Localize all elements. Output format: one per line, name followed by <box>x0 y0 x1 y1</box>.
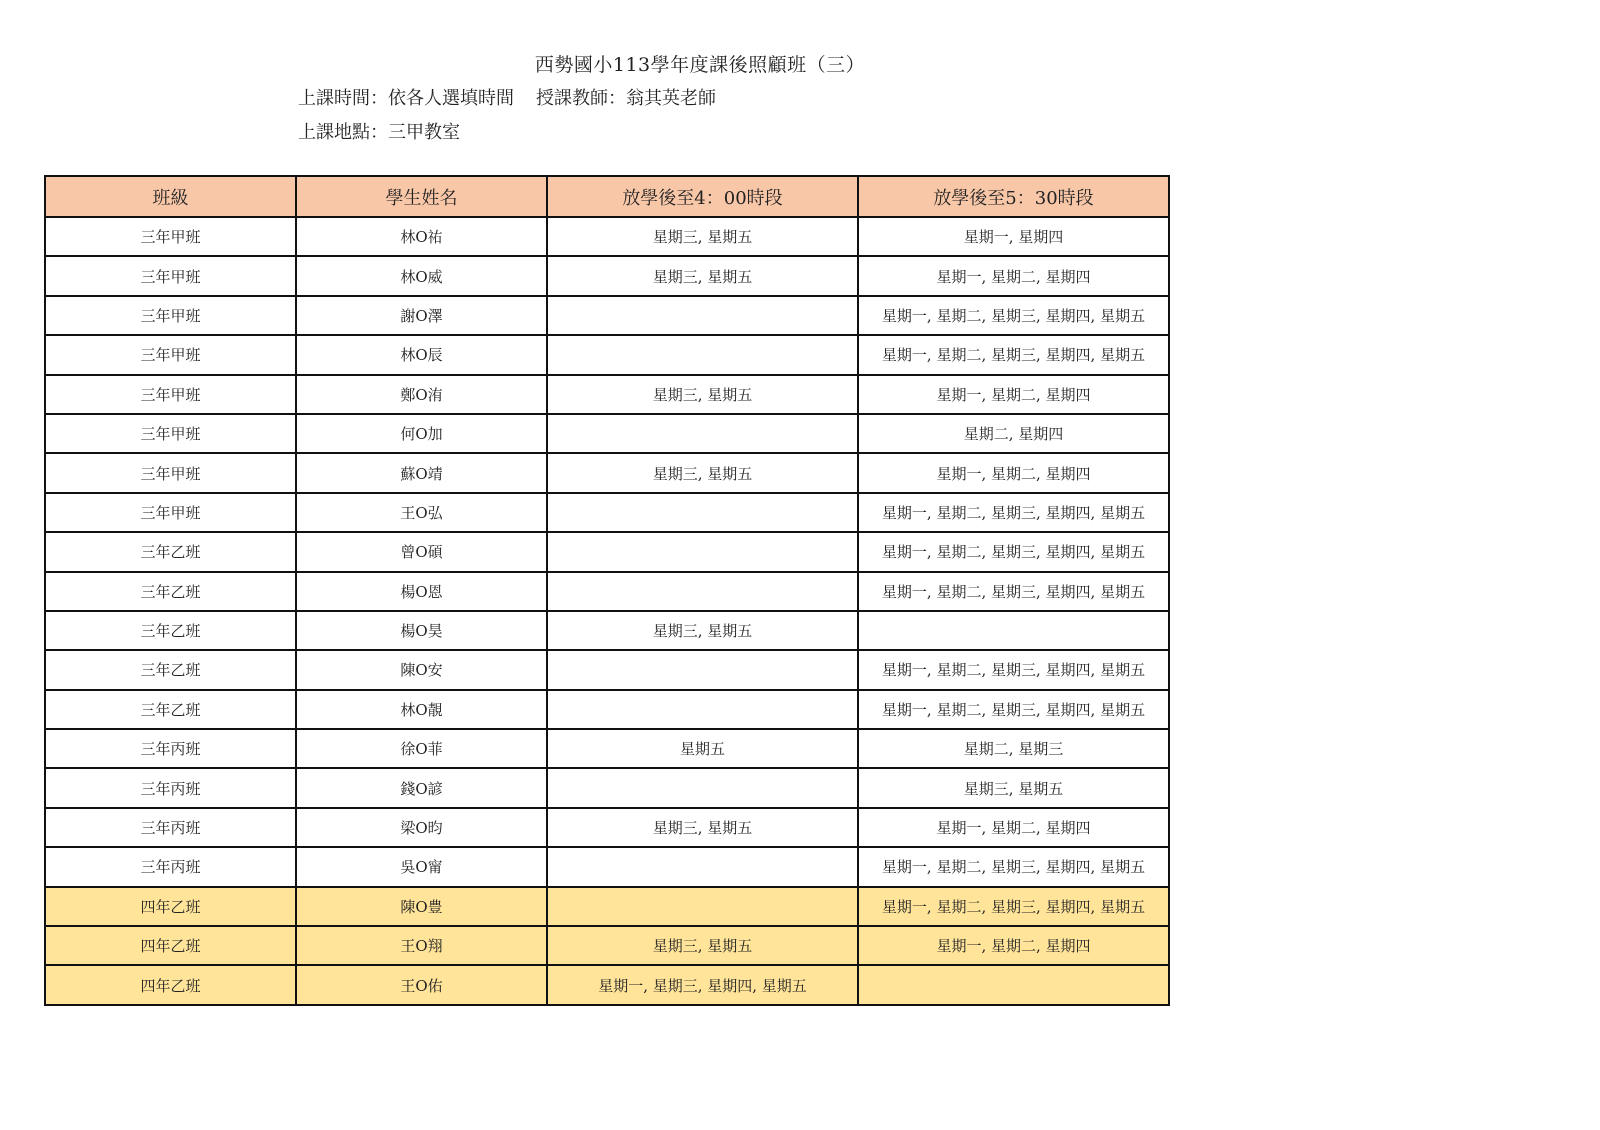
until-530-cell: 星期一, 星期二, 星期三, 星期四, 星期五 <box>858 650 1169 689</box>
until-530-cell: 星期一, 星期二, 星期三, 星期四, 星期五 <box>858 335 1169 374</box>
until-400-cell <box>547 690 858 729</box>
student-name-cell: 錢O諺 <box>296 768 547 807</box>
until-530-cell: 星期三, 星期五 <box>858 768 1169 807</box>
until-400-cell <box>547 414 858 453</box>
location-line <box>298 118 460 144</box>
student-name-cell: 曾O碩 <box>296 532 547 571</box>
until-530-cell: 星期一, 星期四 <box>858 217 1169 256</box>
class-cell: 三年丙班 <box>45 729 296 768</box>
table-row <box>45 650 1169 689</box>
table-row <box>45 256 1169 295</box>
until-400-cell: 星期一, 星期三, 星期四, 星期五 <box>547 965 858 1004</box>
class-cell: 三年甲班 <box>45 375 296 414</box>
student-name-cell: 陳O豊 <box>296 887 547 926</box>
until-400-cell <box>547 335 858 374</box>
student-name-cell: 楊O恩 <box>296 572 547 611</box>
table-row <box>45 453 1169 492</box>
until-400-cell <box>547 887 858 926</box>
class-cell: 三年甲班 <box>45 493 296 532</box>
table-row <box>45 414 1169 453</box>
class-cell: 三年丙班 <box>45 847 296 886</box>
table-header-row <box>45 176 1169 217</box>
table-row <box>45 690 1169 729</box>
student-name-cell: 王O佑 <box>296 965 547 1004</box>
until-530-cell: 星期一, 星期二, 星期四 <box>858 453 1169 492</box>
table-row <box>45 808 1169 847</box>
until-530-cell: 星期一, 星期二, 星期三, 星期四, 星期五 <box>858 532 1169 571</box>
until-530-cell <box>858 965 1169 1004</box>
class-cell: 三年乙班 <box>45 650 296 689</box>
student-name-cell: 鄭O洧 <box>296 375 547 414</box>
until-530-cell <box>858 611 1169 650</box>
table-body <box>45 217 1169 1005</box>
student-name-cell: 楊O昊 <box>296 611 547 650</box>
document-title: 西勢國小113學年度課後照顧班（三） <box>534 54 866 76</box>
class-cell: 三年甲班 <box>45 453 296 492</box>
table-row <box>45 217 1169 256</box>
class-cell: 四年乙班 <box>45 887 296 926</box>
header-until-530: 放學後至5：30時段 <box>858 176 1169 217</box>
student-name-cell: 陳O安 <box>296 650 547 689</box>
student-name-cell: 王O弘 <box>296 493 547 532</box>
until-530-cell: 星期一, 星期二, 星期四 <box>858 256 1169 295</box>
table-row <box>45 926 1169 965</box>
table-row <box>45 532 1169 571</box>
location-label: 上課地點：三甲教室 <box>298 122 460 143</box>
student-name-cell: 林O辰 <box>296 335 547 374</box>
class-cell: 三年丙班 <box>45 768 296 807</box>
until-400-cell: 星期三, 星期五 <box>547 453 858 492</box>
table-row <box>45 768 1169 807</box>
class-time-label: 上課時間：依各人選填時間 <box>298 88 514 109</box>
table-row <box>45 965 1169 1004</box>
until-400-cell: 星期三, 星期五 <box>547 256 858 295</box>
class-cell: 三年甲班 <box>45 256 296 295</box>
class-cell: 四年乙班 <box>45 926 296 965</box>
header-class: 班級 <box>45 176 296 217</box>
class-cell: 三年甲班 <box>45 296 296 335</box>
student-name-cell: 林O祐 <box>296 217 547 256</box>
until-400-cell: 星期三, 星期五 <box>547 926 858 965</box>
until-400-cell: 星期三, 星期五 <box>547 217 858 256</box>
until-530-cell: 星期一, 星期二, 星期四 <box>858 808 1169 847</box>
until-530-cell: 星期一, 星期二, 星期三, 星期四, 星期五 <box>858 572 1169 611</box>
until-400-cell <box>547 650 858 689</box>
header-until-400: 放學後至4：00時段 <box>547 176 858 217</box>
class-cell: 三年乙班 <box>45 611 296 650</box>
student-name-cell: 徐O菲 <box>296 729 547 768</box>
table-row <box>45 296 1169 335</box>
student-name-cell: 吳O甯 <box>296 847 547 886</box>
table-row <box>45 335 1169 374</box>
class-cell: 三年甲班 <box>45 217 296 256</box>
table-row <box>45 493 1169 532</box>
student-name-cell: 何O加 <box>296 414 547 453</box>
until-400-cell <box>547 493 858 532</box>
class-cell: 三年乙班 <box>45 690 296 729</box>
header-student-name: 學生姓名 <box>296 176 547 217</box>
until-530-cell: 星期一, 星期二, 星期三, 星期四, 星期五 <box>858 690 1169 729</box>
table-row <box>45 375 1169 414</box>
until-530-cell: 星期二, 星期四 <box>858 414 1169 453</box>
until-530-cell: 星期一, 星期二, 星期三, 星期四, 星期五 <box>858 493 1169 532</box>
student-name-cell: 林O靚 <box>296 690 547 729</box>
until-400-cell <box>547 296 858 335</box>
until-530-cell: 星期一, 星期二, 星期三, 星期四, 星期五 <box>858 887 1169 926</box>
student-name-cell: 蘇O靖 <box>296 453 547 492</box>
class-cell: 三年乙班 <box>45 572 296 611</box>
until-400-cell: 星期三, 星期五 <box>547 375 858 414</box>
until-530-cell: 星期一, 星期二, 星期四 <box>858 375 1169 414</box>
until-400-cell: 星期三, 星期五 <box>547 611 858 650</box>
table-row <box>45 572 1169 611</box>
until-530-cell: 星期一, 星期二, 星期三, 星期四, 星期五 <box>858 296 1169 335</box>
student-name-cell: 謝O澤 <box>296 296 547 335</box>
teacher-label: 授課教師：翁其英老師 <box>536 88 716 109</box>
student-name-cell: 王O翔 <box>296 926 547 965</box>
student-roster-table <box>44 175 1170 1006</box>
until-400-cell <box>547 572 858 611</box>
student-name-cell: 梁O昀 <box>296 808 547 847</box>
class-cell: 三年乙班 <box>45 532 296 571</box>
table-row <box>45 887 1169 926</box>
until-400-cell <box>547 532 858 571</box>
table-row <box>45 847 1169 886</box>
student-name-cell: 林O威 <box>296 256 547 295</box>
until-400-cell <box>547 847 858 886</box>
until-530-cell: 星期一, 星期二, 星期四 <box>858 926 1169 965</box>
until-530-cell: 星期二, 星期三 <box>858 729 1169 768</box>
class-cell: 三年甲班 <box>45 335 296 374</box>
until-400-cell <box>547 768 858 807</box>
until-400-cell: 星期五 <box>547 729 858 768</box>
until-530-cell: 星期一, 星期二, 星期三, 星期四, 星期五 <box>858 847 1169 886</box>
table-row <box>45 611 1169 650</box>
class-cell: 三年甲班 <box>45 414 296 453</box>
until-400-cell: 星期三, 星期五 <box>547 808 858 847</box>
class-cell: 三年丙班 <box>45 808 296 847</box>
class-cell: 四年乙班 <box>45 965 296 1004</box>
table-row <box>45 729 1169 768</box>
class-info-line <box>298 84 716 110</box>
